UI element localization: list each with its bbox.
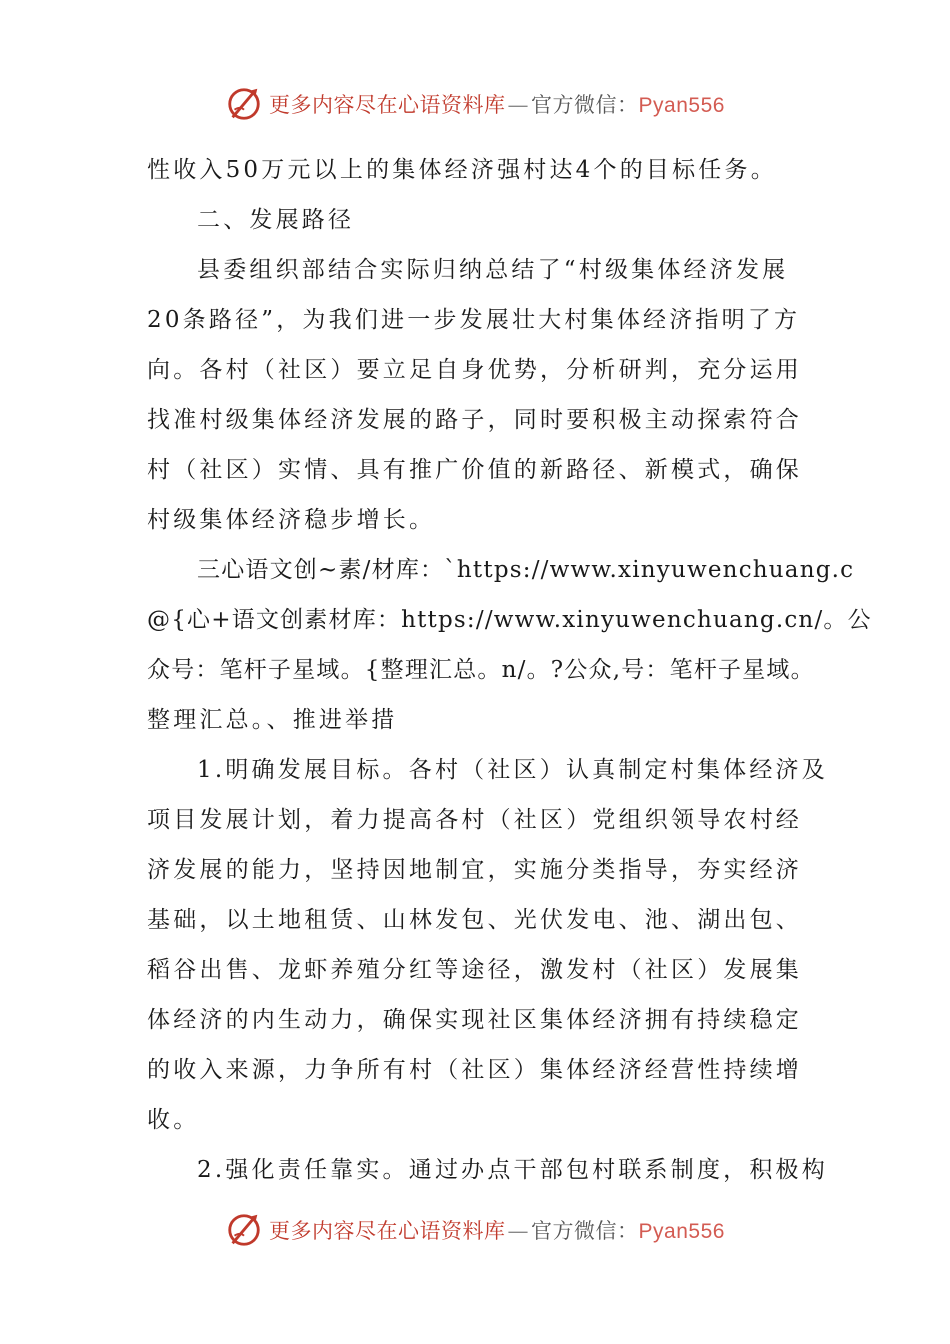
banner-dash: — xyxy=(507,93,530,117)
text-line: 县委组织部结合实际归纳总结了“村级集体经济发展 xyxy=(197,257,789,283)
text-line: @{心+语文创素材库：https://www.xinyuwenchuang.cn/。公 xyxy=(147,607,872,633)
section-heading: 整理汇总。、推进举措 xyxy=(147,707,398,733)
banner-wechat: Pyan556 xyxy=(638,94,725,117)
banner-text xyxy=(269,89,725,119)
text-line: 性收入50万元以上的集体经济强村达4个的目标任务。 xyxy=(147,157,777,183)
text-line: 三心语文创~素/材库：`https://www.xinyuwenchuang.c xyxy=(197,557,855,583)
text-line: 20条路径”，为我们进一步发展壮大村集体经济指明了方 xyxy=(147,307,801,333)
text-line: 体经济的内生动力，确保实现社区集体经济拥有持续稳定 xyxy=(147,1007,802,1033)
text-line: 济发展的能力，坚持因地制宜，实施分类指导，夯实经济 xyxy=(147,857,802,883)
text-line: 2.强化责任靠实。通过办点干部包村联系制度，积极构 xyxy=(197,1157,828,1183)
text-line: 基础，以土地租赁、山林发包、光伏发电、池、湖出包、 xyxy=(147,907,802,933)
text-line: 1.明确发展目标。各村（社区）认真制定村集体经济及 xyxy=(197,757,828,783)
banner-main: 更多内容尽在心语资料库 xyxy=(269,1219,506,1243)
text-line: 向。各村（社区）要立足自身优势，分析研判，充分运用 xyxy=(147,357,802,383)
banner-wechat: Pyan556 xyxy=(638,1220,725,1243)
pen-logo-icon xyxy=(225,1211,263,1249)
footer-banner xyxy=(0,1210,950,1250)
pen-logo-icon xyxy=(225,85,263,123)
text-line: 稻谷出售、龙虾养殖分红等途径，激发村（社区）发展集 xyxy=(147,957,802,983)
text-line: 村（社区）实情、具有推广价值的新路径、新模式，确保 xyxy=(147,457,802,483)
text-line: 村级集体经济稳步增长。 xyxy=(147,507,436,533)
banner-text xyxy=(269,1215,725,1245)
banner-sub: 官方微信： xyxy=(531,93,639,117)
banner-sub: 官方微信： xyxy=(531,1219,639,1243)
section-heading: 二、发展路径 xyxy=(197,207,355,233)
text-line: 的收入来源，力争所有村（社区）集体经济经营性持续增 xyxy=(147,1057,802,1083)
banner-dash: — xyxy=(507,1219,530,1243)
header-banner xyxy=(0,84,950,124)
document-body xyxy=(147,145,872,1195)
text-line: 项目发展计划，着力提高各村（社区）党组织领导农村经 xyxy=(147,807,802,833)
text-line: 众号：笔杆子星域。{整理汇总。n/。?公众,号：笔杆子星域。 xyxy=(147,657,815,683)
text-line: 收。 xyxy=(147,1107,200,1133)
text-line: 找准村级集体经济发展的路子，同时要积极主动探索符合 xyxy=(147,407,802,433)
banner-main: 更多内容尽在心语资料库 xyxy=(269,93,506,117)
